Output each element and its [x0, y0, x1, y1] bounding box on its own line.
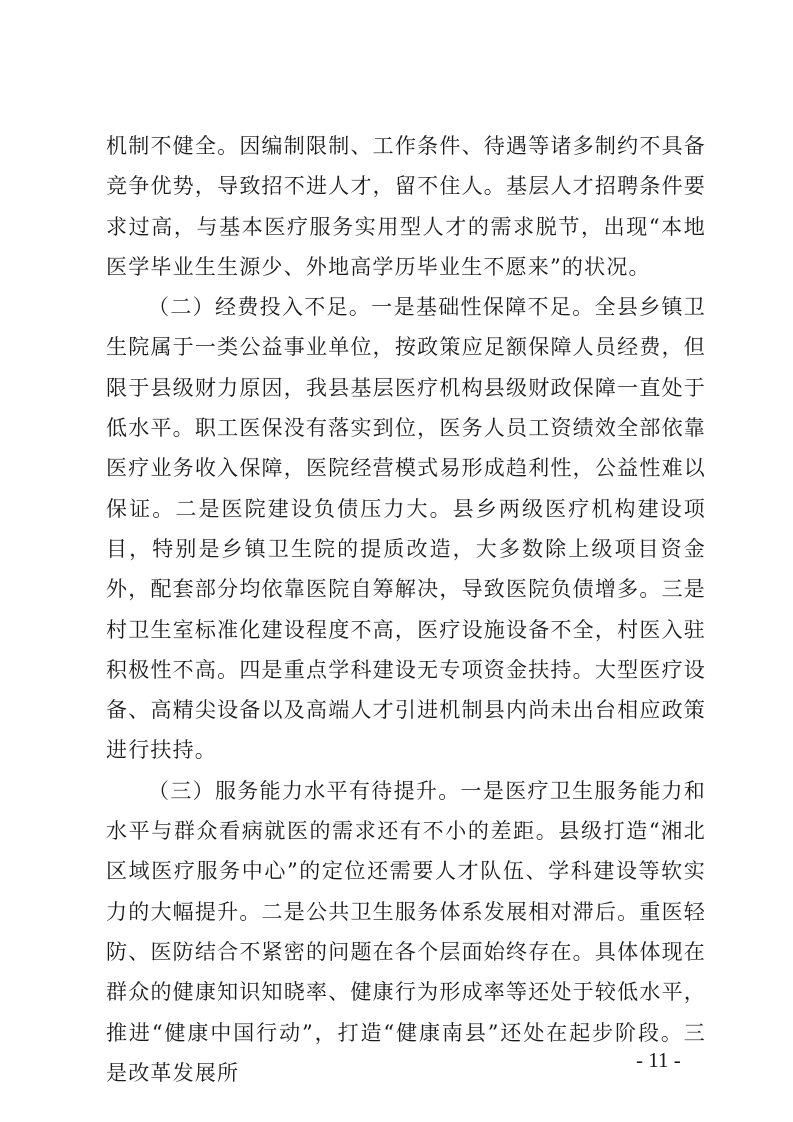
- paragraph-funding: （二）经费投入不足。一是基础性保障不足。全县乡镇卫生院属于一类公益事业单位，按政策应足额保障人员经费，但限于县级财力原因，我县基层医疗机构县级财政保障一直处于低水平。职工医保没有落实到位，医务人员工资绩效全部依靠医疗业务收入保障，医院经营模式易形成趋利性，公益性难以保证。二是医院建设负债压力大。县乡两级医疗机构建设项目，特别是乡镇卫生院的提质改造，大多数除上级项目资金外，配套部分均依靠医院自筹解决，导致医院负债增多。三是村卫生室标准化建设程度不高，医疗设施设备不全，村医入驻积极性不高。四是重点学科建设无专项资金扶持。大型医疗设备、高精尖设备以及高端人才引进机制县内尚未出台相应政策进行扶持。: [106, 295, 706, 763]
- paragraph-service-capacity: （三）服务能力水平有待提升。一是医疗卫生服务能力和水平与群众看病就医的需求还有不小的差距。县级打造“湘北区域医疗服务中心”的定位还需要人才队伍、学科建设等软实力的大幅提升。二是公共卫生服务体系发展相对滞后。重医轻防、医防结合不紧密的问题在各个层面始终存在。具体体现在群众的健康知识知晓率、健康行为形成率等还处于较低水平，推进“健康中国行动”，打造“健康南县”还处在起步阶段。三是改革发展所: [106, 778, 706, 1085]
- paragraph-continuation: 机制不健全。因编制限制、工作条件、待遇等诸多制约不具备竞争优势，导致招不进人才，留不住人。基层人才招聘条件要求过高，与基本医疗服务实用型人才的需求脱节，出现“本地医学毕业生生源少、外地高学历毕业生不愿来”的状况。: [106, 134, 706, 279]
- page-number: - 11 -: [636, 1048, 681, 1072]
- body-text: [106, 126, 706, 1093]
